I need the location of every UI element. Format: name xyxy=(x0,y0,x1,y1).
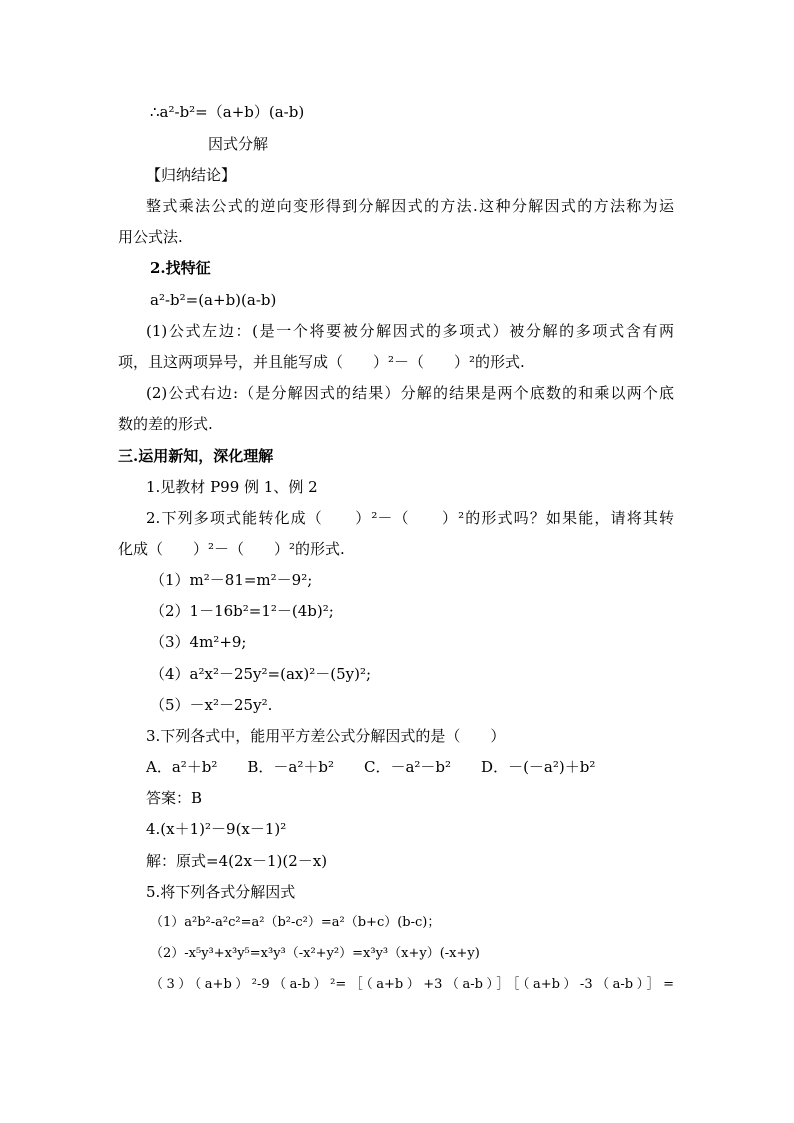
label-factorization: 因式分解 xyxy=(208,135,269,153)
paragraph-line: 数的差的形式. xyxy=(118,415,213,433)
answer-line: 答案：B xyxy=(146,789,203,807)
section-heading-conclusion: 【归纳结论】 xyxy=(146,166,237,184)
question-line: 3.下列各式中，能用平方差公式分解因式的是（ ） xyxy=(146,727,506,745)
exercise-item: （1）a²b²-a²c²=a²（b²-c²）=a²（b+c）(b-c)； xyxy=(150,915,441,930)
exercise-item: （4）a²x²－25y²=(ax)²－(5y)²; xyxy=(150,665,372,683)
subheading-find-features: 2.找特征 xyxy=(150,259,211,277)
formula-line: a²-b²=(a+b)(a-b) xyxy=(150,291,277,309)
question-line: 5.将下列各式分解因式 xyxy=(146,883,296,901)
exercise-item: （3）（a+b）²-9（a-b）²=［（a+b）+3（a-b）］［（a+b）-3（a-b）］= xyxy=(150,977,674,992)
exercise-item: （2）-x⁵y³+x³y⁵=x³y³（-x²+y²）=x³y³（x+y）(-x+y) xyxy=(150,946,480,961)
section-heading-apply: 三.运用新知，深化理解 xyxy=(118,447,274,465)
exercise-line: 1.见教材 P99 例 1、例 2 xyxy=(146,478,318,496)
paragraph-line: (2)公式右边:（是分解因式的结果）分解的结果是两个底数的和乘以两个底 xyxy=(146,384,674,402)
exercise-item: （2）1－16b²=1²－(4b)²; xyxy=(150,602,334,620)
exercise-line: 化成（ ）²－（ ）²的形式. xyxy=(118,540,345,558)
choices-line: A．a²＋b² B．－a²＋b² C．－a²－b² D．－(－a²)＋b² xyxy=(146,758,596,776)
formula-line: ∴a²-b²=（a+b）(a-b) xyxy=(150,103,305,121)
exercise-line: 2.下列多项式能转化成（ ）²－（ ）²的形式吗？如果能，请将其转 xyxy=(146,509,674,527)
paragraph-line: 整式乘法公式的逆向变形得到分解因式的方法.这种分解因式的方法称为运 xyxy=(146,197,674,215)
paragraph-line: 用公式法. xyxy=(118,228,183,246)
exercise-item: （5）－x²－25y². xyxy=(150,696,273,714)
solution-line: 解：原式=4(2x－1)(2－x) xyxy=(146,852,328,870)
paragraph-line: (1)公式左边：(是一个将要被分解因式的多项式）被分解的多项式含有两 xyxy=(146,322,674,340)
exercise-item: （1）m²－81=m²－9²; xyxy=(150,571,313,589)
paragraph-line: 项，且这两项异号，并且能写成（ ）²－（ ）²的形式. xyxy=(118,353,525,371)
exercise-item: （3）4m²+9; xyxy=(150,633,247,651)
question-line: 4.(x＋1)²－9(x－1)² xyxy=(146,820,287,838)
